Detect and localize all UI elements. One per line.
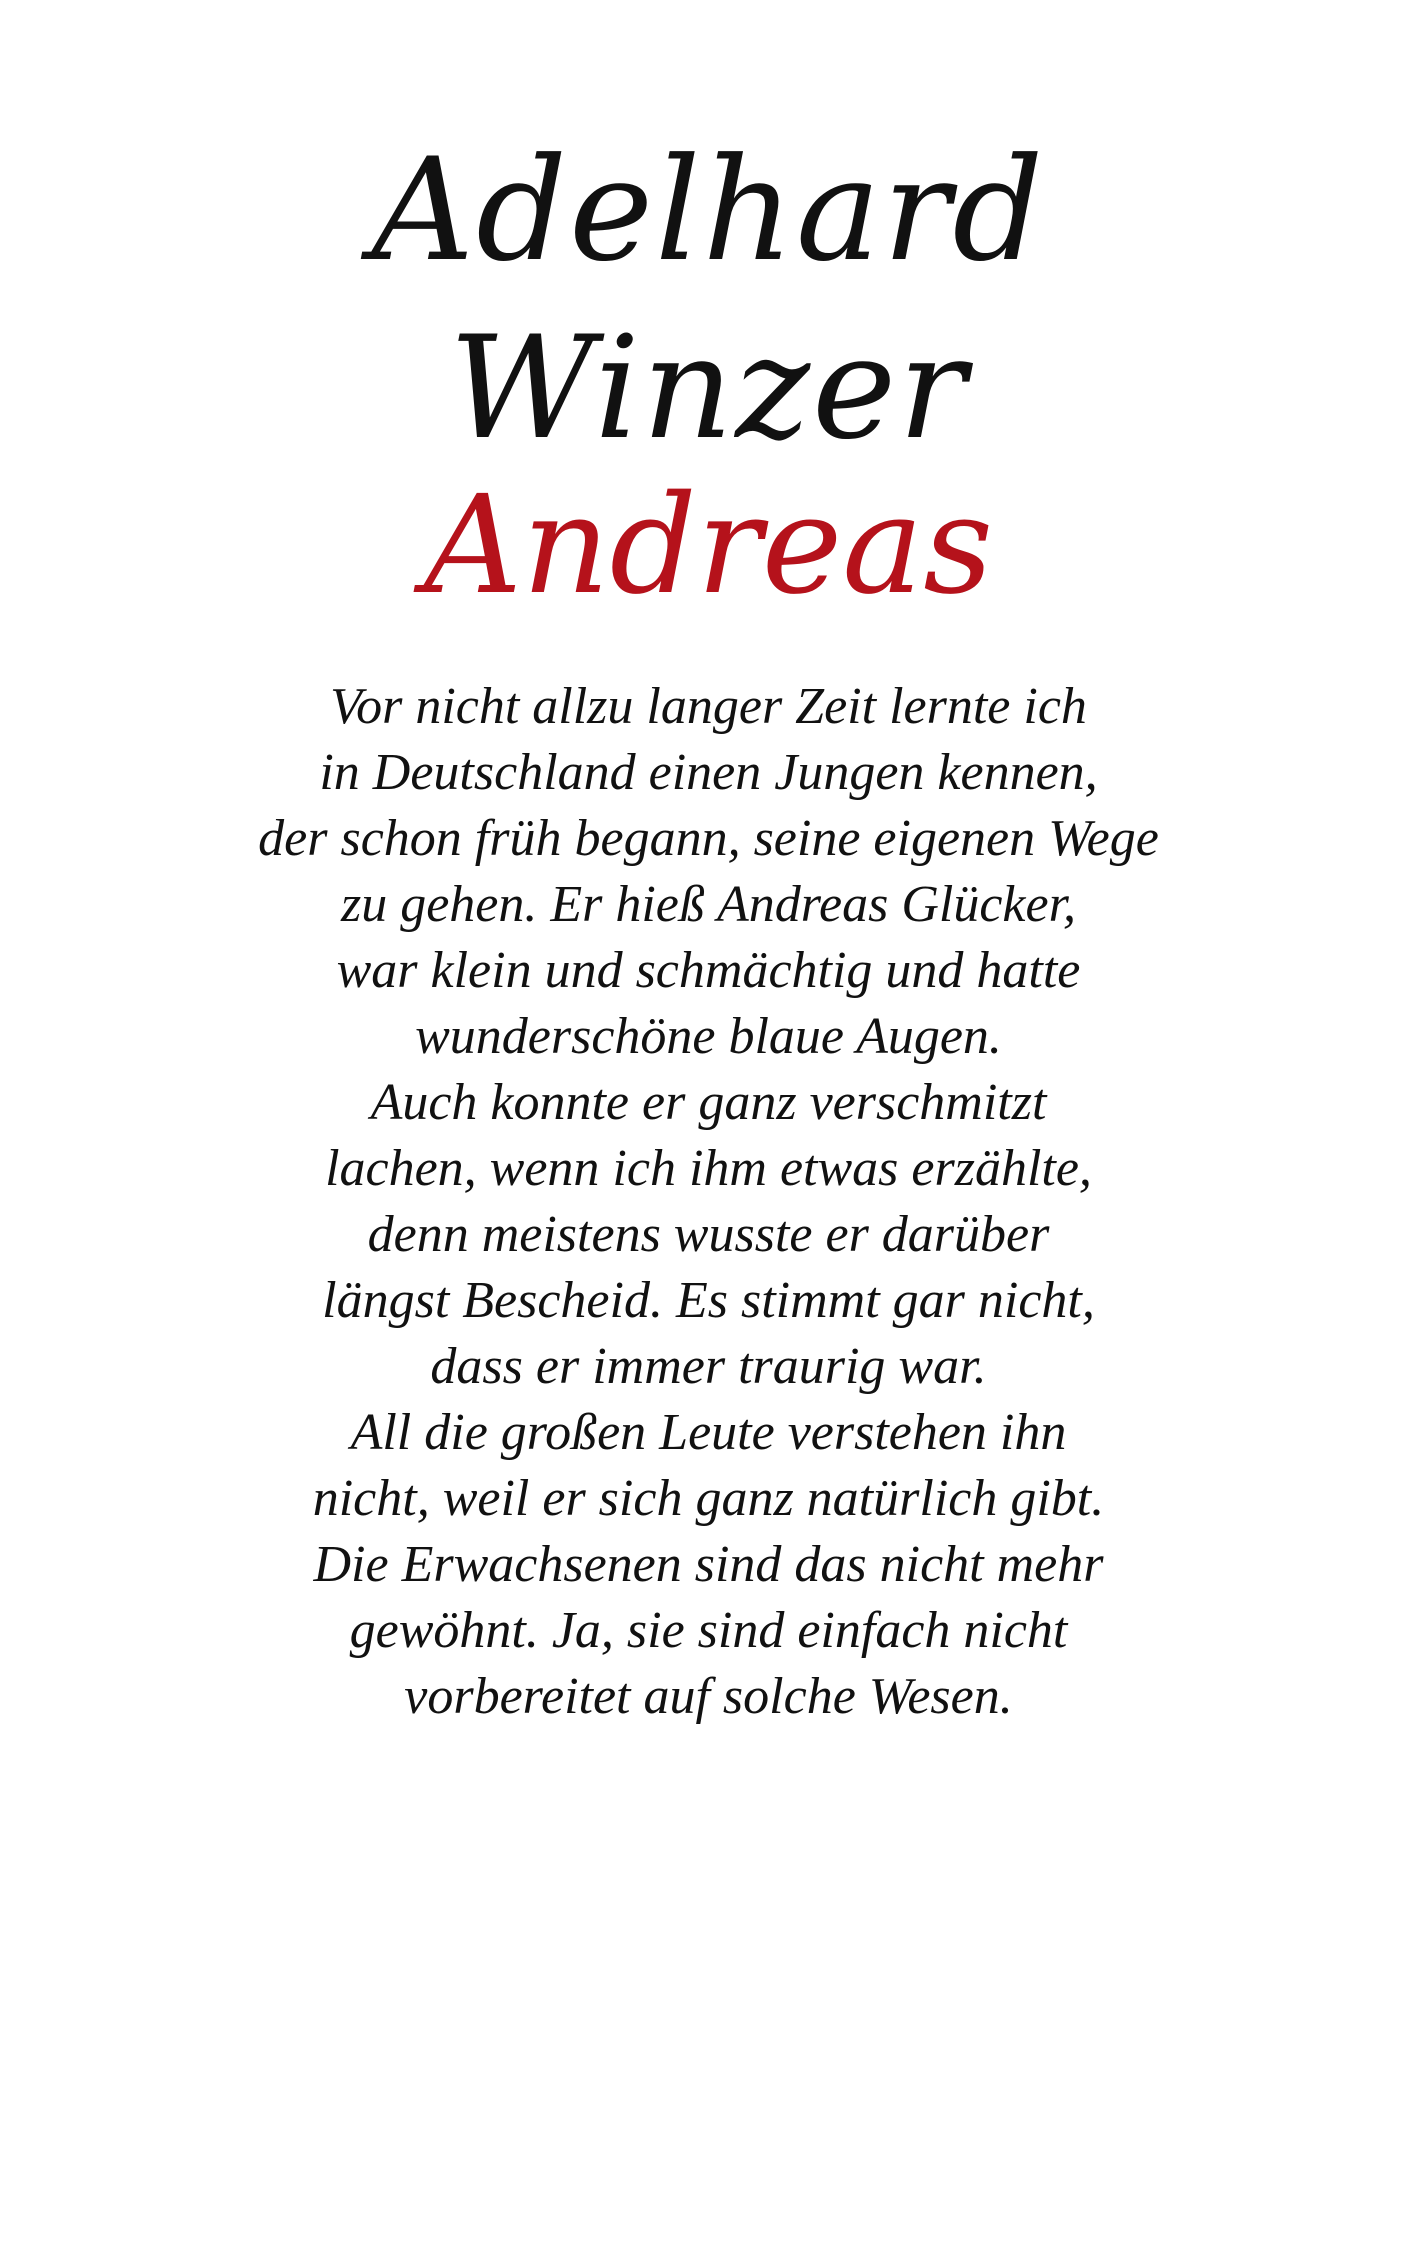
blurb-line: längst Bescheid. Es stimmt gar nicht, [322,1272,1095,1329]
blurb-line: gewöhnt. Ja, sie sind einfach nicht [349,1602,1068,1659]
blurb-line: dass er immer traurig war. [430,1338,987,1395]
blurb-line: zu gehen. Er hieß Andreas Glücker, [340,876,1077,933]
blurb-line: Auch konnte er ganz verschmitzt [370,1074,1047,1131]
blurb-line: war klein und schmächtig und hatte [336,942,1081,999]
blurb-line: denn meistens wusste er darüber [367,1206,1050,1263]
blurb-text [180,674,1237,1730]
author-last-name: Winzer [448,306,969,471]
blurb-line: der schon früh begann, seine eigenen Wege [258,810,1159,867]
blurb-line: Die Erwachsenen sind das nicht mehr [313,1536,1104,1593]
blurb-line: in Deutschland einen Jungen kennen, [319,744,1098,801]
blurb-line: Vor nicht allzu langer Zeit lernte ich [330,678,1087,735]
blurb-line: vorbereitet auf solche Wesen. [404,1668,1013,1725]
book-title: Andreas [423,467,994,625]
blurb-line: wunderschöne blaue Augen. [415,1008,1002,1065]
blurb-line: nicht, weil er sich ganz natürlich gibt. [312,1470,1105,1527]
blurb-line: lachen, wenn ich ihm etwas erzählte, [325,1140,1092,1197]
blurb-line: All die großen Leute verstehen ihn [350,1404,1067,1461]
author-first-name: Adelhard [371,128,1046,293]
